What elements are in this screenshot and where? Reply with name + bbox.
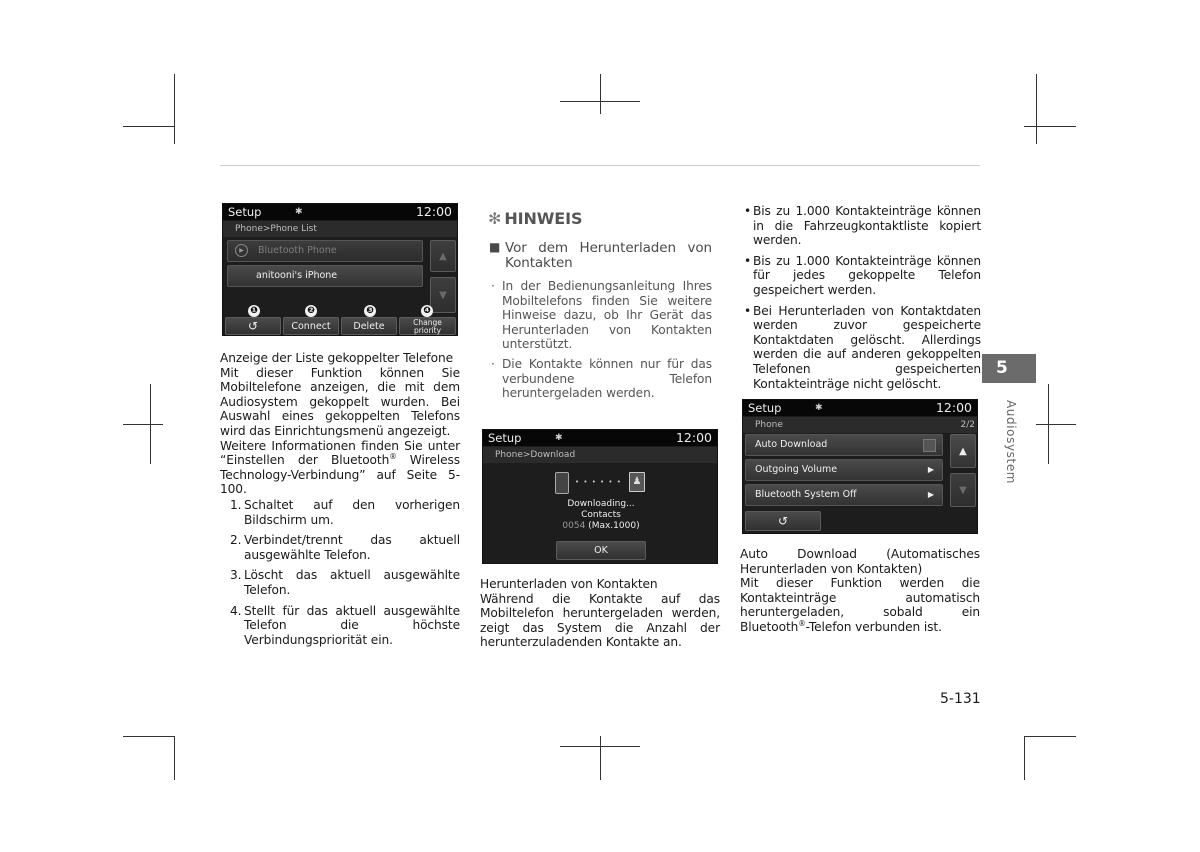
- contacts-icon: ♟: [629, 472, 645, 492]
- phone-list-screenshot: [222, 203, 458, 336]
- item-text: Löscht das aktuell ausgewählte Telefon.: [244, 568, 460, 597]
- screen-clock: 12:00: [935, 400, 972, 415]
- note-subtitle: [488, 241, 712, 271]
- section-heading: Herunterladen von Kontakten: [480, 577, 658, 591]
- phone-settings-screenshot: [742, 399, 978, 534]
- status-bar: [223, 204, 457, 220]
- star-icon: ✻: [488, 209, 502, 228]
- scroll-up-button[interactable]: ▲: [430, 240, 456, 272]
- bluetooth-system-off-row[interactable]: [745, 484, 943, 506]
- bullet-text: Bei Herunterladen von Kontaktdaten werden zuvor gespeicherte Kontaktdaten gelöscht. Allerdings werden die auf anderen gekoppelten Telefonen gespeicherten Kontakteinträge nicht gelöscht.: [753, 303, 981, 391]
- paragraph: [740, 576, 980, 634]
- auto-download-row[interactable]: [745, 434, 943, 456]
- column-3-lower: [740, 547, 980, 635]
- download-count: [483, 521, 718, 532]
- crop-mark: [174, 74, 175, 144]
- callout-4: ❹: [421, 305, 433, 317]
- page-number: 5-131: [940, 691, 981, 707]
- section-heading: Auto Download (Automatisches Herunterladen von Kontakten): [740, 547, 980, 576]
- bullet-item: [741, 254, 981, 298]
- item-text: Schaltet auf den vorherigen Bildschirm um.: [244, 497, 460, 527]
- checkbox[interactable]: [923, 439, 936, 452]
- scroll-down-button[interactable]: ▼: [950, 473, 976, 507]
- crop-mark: [123, 126, 175, 127]
- bullet-text: In der Bedienungsanleitung Ihres Mobiltelefons finden Sie weitere Hinweise dazu, ob Ihr Gerät das Herunterladen von Kontakten unterstützt.: [502, 279, 712, 352]
- paragraph: Mit dieser Funktion können Sie Mobiltelefone anzeigen, die mit dem Audiosystem gekoppelt wurden. Bei Auswahl eines gekoppelten Telefons wird das Einrichtungsmenü angezeigt.: [220, 365, 460, 438]
- crop-mark: [150, 384, 151, 464]
- crop-mark: [174, 736, 175, 780]
- row-label: Outgoing Volume: [755, 464, 838, 475]
- item-text: Verbindet/trennt das aktuell ausgewählte Telefon.: [244, 533, 460, 562]
- registered-mark: ®: [798, 618, 806, 628]
- bullet-item: [741, 304, 981, 392]
- breadcrumb: [743, 417, 978, 433]
- crop-mark: [1036, 424, 1076, 425]
- arrow-right-icon: ▶: [927, 465, 934, 474]
- screen-title: Setup: [488, 431, 522, 445]
- callout-2: ❷: [305, 305, 317, 317]
- bullet-dot: ·: [491, 356, 495, 371]
- column-2: [480, 577, 720, 650]
- progress-dots: • • • • • •: [575, 478, 622, 486]
- text-run: Mit dieser Funktion werden die Kontakteinträge automatisch heruntergeladen, sobald ein Bluetooth: [740, 576, 980, 634]
- header-rule: [220, 165, 980, 166]
- breadcrumb: Phone>Download: [483, 447, 718, 463]
- list-item: [220, 498, 460, 527]
- note-block: [488, 209, 712, 407]
- crop-mark: [123, 424, 163, 425]
- bluetooth-icon: ✱: [555, 433, 563, 443]
- item-number: 3.: [230, 568, 242, 583]
- paragraph: Während die Kontakte auf das Mobiltelefon heruntergeladen werden, zeigt das System die Anzahl der herunterzuladenden Kontakte an.: [480, 591, 720, 650]
- list-item[interactable]: [227, 265, 423, 287]
- list-item: [220, 533, 460, 562]
- phone-icon: [555, 472, 569, 494]
- item-number: 4.: [230, 603, 242, 618]
- bluetooth-icon: ✱: [815, 403, 823, 413]
- text-run: Weitere Informationen finden Sie unter “Einstellen der Bluetooth: [220, 438, 460, 468]
- ok-button[interactable]: OK: [556, 541, 646, 560]
- bullet-dot: •: [744, 303, 752, 318]
- bullet-dot: •: [744, 204, 752, 218]
- item-number: 2.: [230, 533, 242, 548]
- status-bar: [483, 430, 717, 446]
- column-1: [220, 351, 460, 653]
- screen-clock: 12:00: [415, 204, 452, 219]
- note-title-text: HINWEIS: [504, 209, 583, 228]
- bullet-text: Die Kontakte können nur für das verbundene Telefon heruntergeladen werden.: [502, 356, 712, 401]
- breadcrumb-text: Phone: [755, 420, 783, 430]
- bullet-text: Bis zu 1.000 Kontakteinträge können für jedes gekoppelte Telefon gespeichert werden.: [753, 253, 981, 297]
- registered-mark: ®: [389, 452, 397, 462]
- status-bar: [743, 400, 977, 416]
- list-item-label: Bluetooth Phone: [258, 245, 337, 256]
- screen-title: Setup: [228, 205, 262, 219]
- callout-1: ❶: [248, 305, 260, 317]
- back-button[interactable]: ↺: [225, 317, 281, 335]
- list-item: [220, 604, 460, 648]
- crop-mark: [1024, 736, 1025, 780]
- chapter-title: Audiosystem: [1004, 400, 1018, 485]
- crop-mark: [123, 736, 175, 737]
- list-item[interactable]: [227, 240, 423, 262]
- callout-3: ❸: [364, 305, 376, 317]
- list-item-label: anitooni's iPhone: [256, 270, 338, 281]
- page-indicator: 2/2: [960, 420, 975, 430]
- text-run: -Telefon verbunden ist.: [805, 619, 942, 634]
- scroll-up-button[interactable]: ▲: [950, 434, 976, 468]
- change-priority-button[interactable]: Change priority: [399, 317, 456, 335]
- paragraph: [220, 439, 460, 497]
- row-label: Bluetooth System Off: [755, 489, 857, 500]
- connect-button[interactable]: Connect: [283, 317, 339, 335]
- arrow-right-icon: ▶: [927, 490, 934, 499]
- download-status: Downloading...: [567, 499, 635, 509]
- count-max: (Max.1000): [588, 521, 640, 531]
- crop-mark: [1024, 126, 1076, 127]
- bullet-text: Bis zu 1.000 Kontakteinträge können in die Fahrzeugkontaktliste kopiert werden.: [753, 204, 981, 248]
- list-item: [220, 568, 460, 597]
- note-bullet: [488, 357, 712, 401]
- bullet-dot: ·: [491, 279, 495, 293]
- screen-title: Setup: [748, 401, 782, 415]
- outgoing-volume-row[interactable]: [745, 459, 943, 481]
- note-title: [488, 209, 712, 229]
- square-bullet-icon: ■: [489, 240, 501, 254]
- note-subtitle-text: Vor dem Herunterladen von Kontakten: [505, 240, 712, 271]
- bullet-dot: •: [744, 253, 752, 268]
- row-label: Auto Download: [755, 439, 828, 450]
- crop-mark: [1048, 384, 1049, 464]
- numbered-list: [220, 498, 460, 647]
- screen-clock: 12:00: [675, 430, 712, 445]
- note-bullet: [488, 279, 712, 352]
- crop-mark: [600, 736, 601, 780]
- bluetooth-icon: ✱: [295, 207, 303, 217]
- crop-mark: [600, 74, 601, 114]
- section-heading: Anzeige der Liste gekoppelter Telefone: [220, 351, 454, 365]
- chapter-number-tab: 5: [982, 354, 1036, 383]
- column-3-bullets: [741, 204, 981, 397]
- bullet-item: [741, 204, 981, 248]
- play-icon: ▶: [235, 244, 248, 257]
- crop-mark: [1024, 736, 1076, 737]
- item-text: Stellt für das aktuell ausgewählte Telefon die höchste Verbindungspriorität ein.: [244, 603, 460, 647]
- item-number: 1.: [230, 497, 242, 512]
- download-screenshot: [482, 429, 718, 564]
- crop-mark: [1036, 74, 1037, 144]
- text-run: Wireless Technology-Verbindung” auf Seite 5-100.: [220, 453, 460, 497]
- count-value: 0054: [562, 521, 586, 531]
- scroll-down-button[interactable]: ▼: [430, 277, 456, 313]
- download-label: Contacts: [581, 510, 621, 520]
- back-button[interactable]: ↺: [745, 511, 821, 531]
- delete-button[interactable]: Delete: [341, 317, 397, 335]
- breadcrumb: Phone>Phone List: [223, 221, 458, 237]
